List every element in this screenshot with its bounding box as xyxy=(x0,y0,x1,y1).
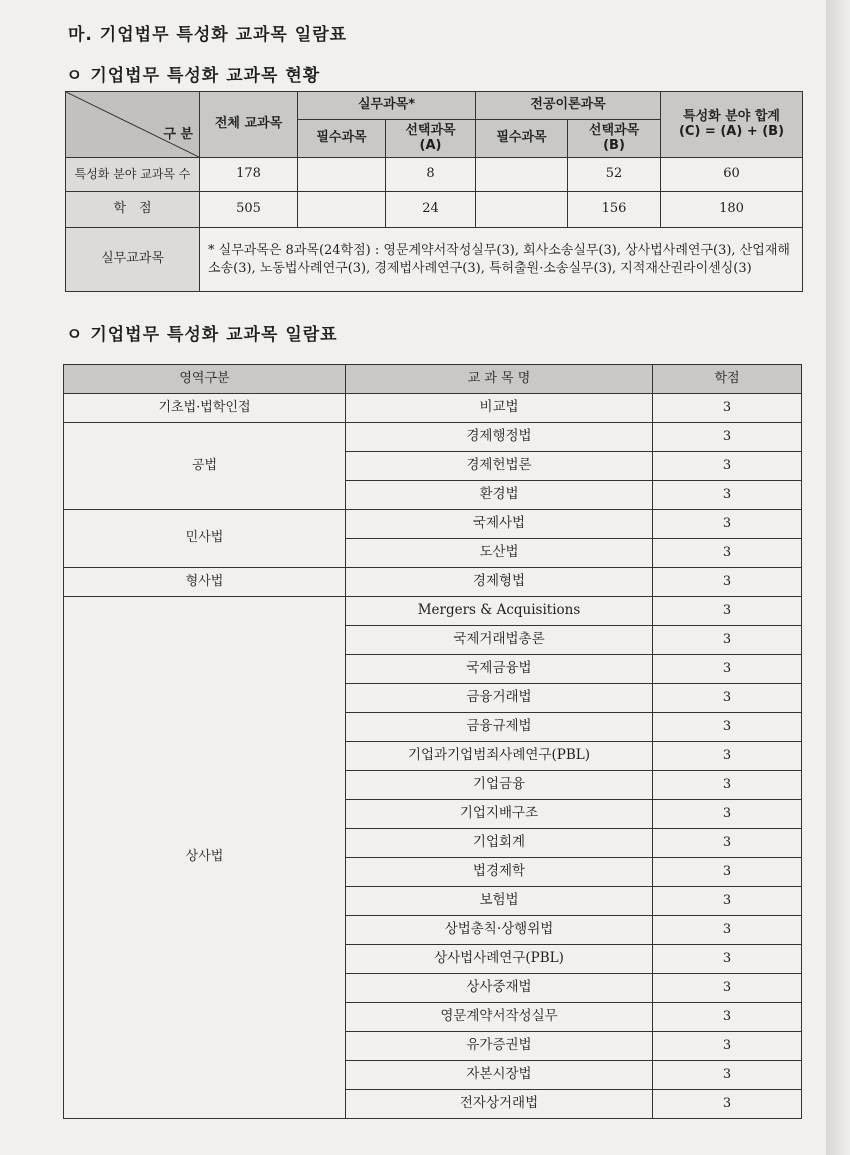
course-name: 보험법 xyxy=(346,887,653,916)
header-area: 영역구분 xyxy=(64,365,346,394)
header-theory-elective: 선택과목 (B) xyxy=(568,120,661,158)
course-name: 영문계약서작성실무 xyxy=(346,1003,653,1032)
course-credit: 3 xyxy=(653,1090,802,1119)
course-name: Mergers & Acquisitions xyxy=(346,597,653,626)
area-cell: 상사법 xyxy=(64,597,346,1119)
summary-table xyxy=(65,91,803,292)
subsection-title-status: ㅇ 기업법무 특성화 교과목 현황 xyxy=(66,66,321,86)
table-row xyxy=(64,568,802,597)
course-credit: 3 xyxy=(653,916,802,945)
course-name: 기업금융 xyxy=(346,771,653,800)
cell-sum: 180 xyxy=(661,192,803,228)
course-name: 경제형법 xyxy=(346,568,653,597)
course-credit: 3 xyxy=(653,945,802,974)
course-name: 비교법 xyxy=(346,394,653,423)
course-name: 경제헌법론 xyxy=(346,452,653,481)
course-name: 전자상거래법 xyxy=(346,1090,653,1119)
course-name: 환경법 xyxy=(346,481,653,510)
cell-total: 505 xyxy=(200,192,298,228)
course-name: 기업과기업범죄사례연구(PBL) xyxy=(346,742,653,771)
row-label: 특성화 분야 교과목 수 xyxy=(66,158,200,192)
row-label: 학 점 xyxy=(66,192,200,228)
header-practice-required: 필수과목 xyxy=(298,120,386,158)
course-name: 상법총칙·상행위법 xyxy=(346,916,653,945)
cell-total: 178 xyxy=(200,158,298,192)
note-label: 실무교과목 xyxy=(66,228,200,292)
cell-practice-required xyxy=(298,192,386,228)
course-name: 상사법사례연구(PBL) xyxy=(346,945,653,974)
corner-cell xyxy=(66,92,200,158)
cell-theory-required xyxy=(476,158,568,192)
area-cell: 기초법·법학인접 xyxy=(64,394,346,423)
header-practice-group: 실무과목* xyxy=(298,92,476,120)
course-credit: 3 xyxy=(653,713,802,742)
table-row xyxy=(66,192,803,228)
course-credit: 3 xyxy=(653,800,802,829)
cell-theory-required xyxy=(476,192,568,228)
cell-theory-elective: 52 xyxy=(568,158,661,192)
course-name: 경제행정법 xyxy=(346,423,653,452)
cell-theory-elective: 156 xyxy=(568,192,661,228)
course-credit: 3 xyxy=(653,829,802,858)
course-credit: 3 xyxy=(653,974,802,1003)
course-name: 기업지배구조 xyxy=(346,800,653,829)
header-theory-required: 필수과목 xyxy=(476,120,568,158)
course-credit: 3 xyxy=(653,1003,802,1032)
header-total: 전체 교과목 xyxy=(200,92,298,158)
course-credit: 3 xyxy=(653,539,802,568)
course-name: 기업회계 xyxy=(346,829,653,858)
note-row xyxy=(66,228,803,292)
course-credit: 3 xyxy=(653,568,802,597)
course-name: 국제금융법 xyxy=(346,655,653,684)
course-credit: 3 xyxy=(653,655,802,684)
cell-practice-elective: 24 xyxy=(386,192,476,228)
cell-sum: 60 xyxy=(661,158,803,192)
corner-label: 구 분 xyxy=(163,127,193,142)
note-text: * 실무과목은 8과목(24학점) : 영문계약서작성실무(3), 회사소송실무(3), 상사법사례연구(3), 산업재해소송(3), 노동법사례연구(3), 경제법사례연구(3), 특허출원·소송실무(3), 지적재산권라이센싱(3) xyxy=(200,228,803,292)
course-name: 국제거래법총론 xyxy=(346,626,653,655)
course-name: 금융거래법 xyxy=(346,684,653,713)
header-course-name: 교 과 목 명 xyxy=(346,365,653,394)
area-cell: 민사법 xyxy=(64,510,346,568)
course-name: 국제사법 xyxy=(346,510,653,539)
table-row xyxy=(64,510,802,539)
header-credit: 학점 xyxy=(653,365,802,394)
area-cell: 형사법 xyxy=(64,568,346,597)
header-sum: 특성화 분야 합계 (C) = (A) + (B) xyxy=(661,92,803,158)
course-credit: 3 xyxy=(653,684,802,713)
area-cell: 공법 xyxy=(64,423,346,510)
header-practice-elective: 선택과목 (A) xyxy=(386,120,476,158)
section-title: 마. 기업법무 특성화 교과목 일람표 xyxy=(68,25,348,45)
cell-practice-elective: 8 xyxy=(386,158,476,192)
course-credit: 3 xyxy=(653,887,802,916)
course-table xyxy=(63,364,802,1119)
course-name: 상사중재법 xyxy=(346,974,653,1003)
course-name: 도산법 xyxy=(346,539,653,568)
course-credit: 3 xyxy=(653,626,802,655)
course-credit: 3 xyxy=(653,481,802,510)
course-credit: 3 xyxy=(653,858,802,887)
course-name: 자본시장법 xyxy=(346,1061,653,1090)
table-row xyxy=(66,158,803,192)
table-row xyxy=(64,597,802,626)
page-edge xyxy=(826,0,850,1155)
course-name: 유가증권법 xyxy=(346,1032,653,1061)
course-credit: 3 xyxy=(653,452,802,481)
course-credit: 3 xyxy=(653,1032,802,1061)
course-credit: 3 xyxy=(653,510,802,539)
course-name: 법경제학 xyxy=(346,858,653,887)
header-theory-group: 전공이론과목 xyxy=(476,92,661,120)
course-credit: 3 xyxy=(653,1061,802,1090)
table-row xyxy=(64,394,802,423)
course-credit: 3 xyxy=(653,742,802,771)
cell-practice-required xyxy=(298,158,386,192)
course-name: 금융규제법 xyxy=(346,713,653,742)
course-credit: 3 xyxy=(653,423,802,452)
table-row xyxy=(64,423,802,452)
course-credit: 3 xyxy=(653,771,802,800)
course-credit: 3 xyxy=(653,597,802,626)
subsection-title-list: ㅇ 기업법무 특성화 교과목 일람표 xyxy=(66,325,338,345)
course-credit: 3 xyxy=(653,394,802,423)
